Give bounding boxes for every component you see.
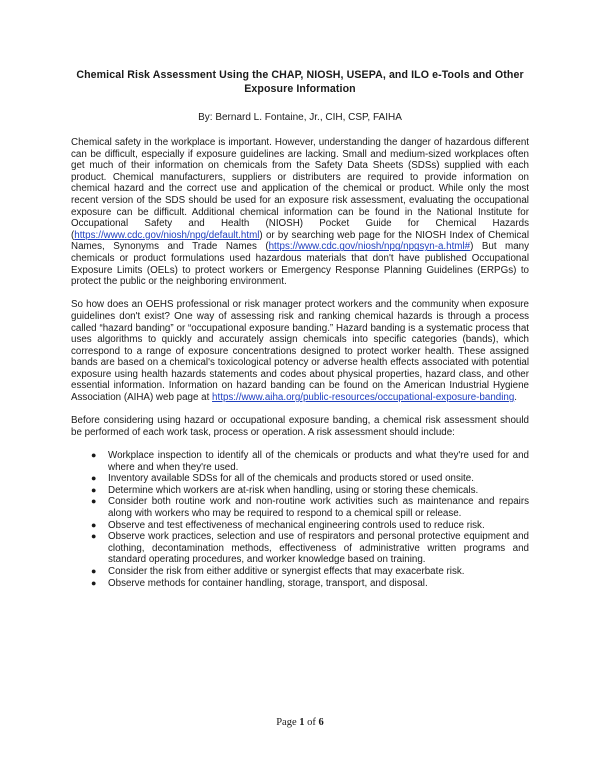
list-item — [91, 577, 529, 590]
list-item — [91, 565, 529, 578]
paragraph-text: ) or by searching web page for the NIOSH Index of Chemical Names, Synonyms and Trade Names ( — [71, 229, 529, 253]
bullet-icon: ● — [91, 577, 97, 588]
list-item-text: Observe and test effectiveness of mechanical engineering controls used to reduce risk. — [108, 519, 485, 531]
bullet-icon: ● — [91, 519, 97, 530]
niosh-index-link[interactable]: https://www.cdc.gov/niosh/npg/npgsyn-a.html# — [268, 241, 471, 253]
list-item-text: Inventory available SDSs for all of the chemicals and products stored or used onsite. — [108, 473, 474, 485]
niosh-pocket-guide-link[interactable]: https://www.cdc.gov/niosh/npg/default.html — [74, 229, 260, 241]
page-footer — [0, 717, 600, 728]
paragraph-risk-assessment: Before considering using hazard or occupational exposure banding, a chemical risk assessment should be performed of each work task, process or operation. A risk assessment should include: — [71, 415, 529, 438]
page-total: 6 — [318, 717, 324, 728]
of-label: of — [307, 717, 316, 728]
list-item-text: Consider both routine work and non-routine work activities such as maintenance and repairs along with workers who may be required to respond to a chemical spill or release. — [108, 496, 529, 519]
paragraph-text: So how does an OEHS professional or risk manager protect workers and the community when exposure guidelines don't exist? One way of assessing risk and ranking chemical hazards is through a process called “hazard banding” or “occupational exposure banding.” Hazard banding is a systematic process that uses algorithms to quickly and accurately assign chemicals into specific categories (bands), which correspond to a range of exposure concentrations designed to protect worker health. These assigned bands are based on a chemical's toxicological potency or adverse health effects associated with potential exposure using health hazards statements and codes about physical properties, hazard class, and other essential information. Information on hazard banding can be found on the American Industrial Hygiene Association (AIHA) web page at — [71, 299, 529, 404]
list-item — [91, 450, 529, 473]
risk-assessment-list — [71, 450, 529, 589]
page-number: 1 — [299, 717, 305, 728]
bullet-icon: ● — [91, 484, 97, 495]
list-item — [91, 519, 529, 532]
list-item — [91, 473, 529, 485]
document-title: Chemical Risk Assessment Using the CHAP, NIOSH, USEPA, and ILO e-Tools and Other Exposure Information — [76, 69, 524, 95]
author-line: By: Bernard L. Fontaine, Jr., CIH, CSP, FAIHA — [198, 112, 402, 123]
list-item-text: Consider the risk from either additive or synergist effects that may exacerbate risk. — [108, 565, 465, 577]
list-item — [91, 484, 529, 497]
document-page — [71, 68, 529, 589]
paragraph-intro — [71, 137, 529, 288]
bullet-icon: ● — [91, 450, 97, 461]
bullet-icon: ● — [91, 473, 97, 484]
list-item — [91, 531, 529, 566]
paragraph-text: Chemical safety in the workplace is important. However, understanding the danger of hazardous different can be difficult, especially if exposure guidelines are lacking. Small and medium-sized workplaces often get much of their information on chemicals from the Safety Data Sheets (SDSs) supplied with each product. Chemical manufacturers, suppliers or distributers are required to provide information on chemical hazard and the correct use and application of the chemical or product. While only the most recent version of the SDS should be used for an exposure risk assessment, evaluating the occupational exposure can be difficult. Additional chemical information can be found in the National Institute for Occupational Safety and Health (NIOSH) Pocket Guide for Chemical Hazards ( — [71, 137, 529, 241]
paragraph-text: ) But many chemicals or product formulations used hazardous materials that don't have published Occupational Exposure Limits (OELs) to protect workers or Emergency Response Planning Guidelines (ERPGs) to protect the public or the neighboring environment. — [71, 241, 529, 288]
bullet-icon: ● — [91, 565, 97, 576]
aiha-banding-link[interactable]: https://www.aiha.org/public-resources/occupational-exposure-banding — [212, 392, 515, 404]
list-item-text: Observe work practices, selection and use of respirators and personal protective equipment and clothing, decontamination methods, effectiveness of administrative written programs and standard operating procedures, and worker knowledge based on training. — [108, 531, 529, 566]
list-item-text: Observe methods for container handling, storage, transport, and disposal. — [108, 577, 428, 589]
page-label: Page — [276, 717, 297, 728]
bullet-icon: ● — [91, 496, 97, 507]
list-item-text: Workplace inspection to identify all of the chemicals or products and what they're used for and where and when they're used. — [108, 450, 529, 473]
paragraph-text: . — [514, 392, 518, 404]
bullet-icon: ● — [91, 531, 97, 542]
paragraph-hazard-banding — [71, 299, 529, 403]
list-item — [91, 496, 529, 519]
list-item-text: Determine which workers are at-risk when handling, using or storing these chemicals. — [108, 484, 479, 496]
